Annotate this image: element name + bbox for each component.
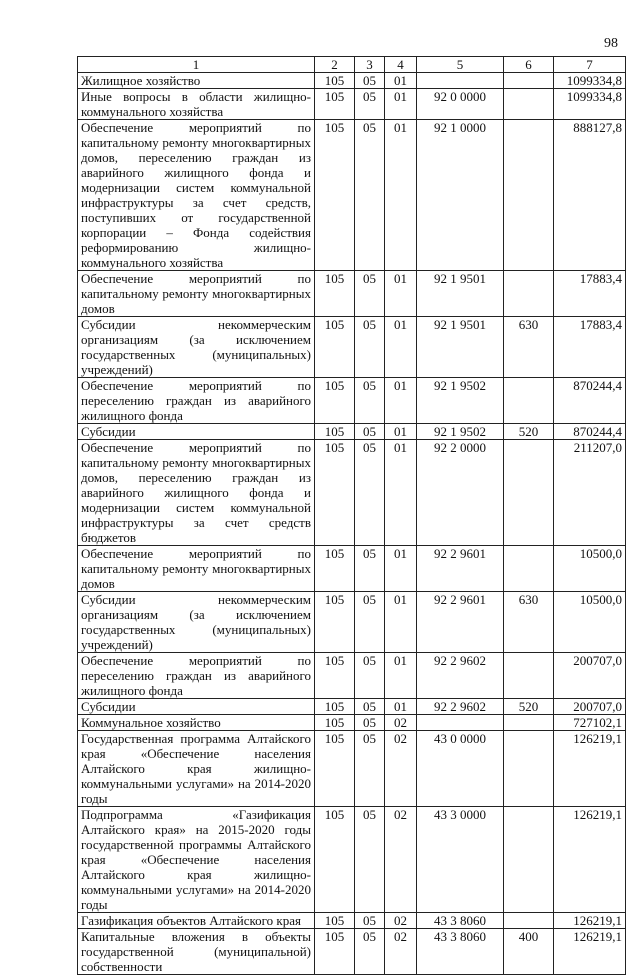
subsection-cell: 01 — [385, 653, 417, 699]
amount-cell: 870244,4 — [554, 424, 626, 440]
table-row — [78, 120, 626, 271]
table-row — [78, 424, 626, 440]
target-article-cell: 92 2 9602 — [417, 653, 504, 699]
section-cell: 05 — [355, 653, 385, 699]
section-cell: 05 — [355, 378, 385, 424]
table-row — [78, 929, 626, 975]
expense-type-cell — [504, 73, 554, 89]
section-cell: 05 — [355, 271, 385, 317]
target-article-cell: 92 1 9502 — [417, 424, 504, 440]
row-name-cell: Иные вопросы в области жилищно-коммунального хозяйства — [78, 89, 315, 120]
expense-type-cell: 630 — [504, 317, 554, 378]
amount-cell: 1099334,8 — [554, 89, 626, 120]
row-name-cell: Коммунальное хозяйство — [78, 715, 315, 731]
subsection-cell: 01 — [385, 89, 417, 120]
admin-code-cell: 105 — [315, 424, 355, 440]
expense-type-cell — [504, 271, 554, 317]
subsection-cell: 02 — [385, 731, 417, 807]
subsection-cell: 01 — [385, 592, 417, 653]
table-row — [78, 317, 626, 378]
admin-code-cell: 105 — [315, 592, 355, 653]
expense-type-cell — [504, 807, 554, 913]
row-name-cell: Жилищное хозяйство — [78, 73, 315, 89]
expense-type-cell: 630 — [504, 592, 554, 653]
target-article-cell: 92 2 0000 — [417, 440, 504, 546]
admin-code-cell: 105 — [315, 929, 355, 975]
target-article-cell: 92 1 9501 — [417, 317, 504, 378]
admin-code-cell: 105 — [315, 913, 355, 929]
column-header: 5 — [417, 57, 504, 73]
expense-type-cell — [504, 120, 554, 271]
subsection-cell: 02 — [385, 913, 417, 929]
column-header: 3 — [355, 57, 385, 73]
subsection-cell: 01 — [385, 546, 417, 592]
column-header: 6 — [504, 57, 554, 73]
row-name-cell: Обеспечение мероприятий по капитальному ремонту многоквартирных домов — [78, 546, 315, 592]
section-cell: 05 — [355, 699, 385, 715]
target-article-cell: 92 2 9601 — [417, 546, 504, 592]
admin-code-cell: 105 — [315, 440, 355, 546]
amount-cell: 200707,0 — [554, 699, 626, 715]
expense-type-cell: 520 — [504, 699, 554, 715]
admin-code-cell: 105 — [315, 653, 355, 699]
admin-code-cell: 105 — [315, 715, 355, 731]
target-article-cell: 43 3 8060 — [417, 929, 504, 975]
subsection-cell: 01 — [385, 120, 417, 271]
column-header: 1 — [78, 57, 315, 73]
row-name-cell: Капитальные вложения в объекты государственной (муниципальной) собственности — [78, 929, 315, 975]
page-number: 98 — [604, 36, 618, 51]
amount-cell: 10500,0 — [554, 592, 626, 653]
table-row — [78, 699, 626, 715]
expense-type-cell — [504, 731, 554, 807]
expense-type-cell — [504, 89, 554, 120]
row-name-cell: Субсидии — [78, 699, 315, 715]
column-header: 7 — [554, 57, 626, 73]
amount-cell: 1099334,8 — [554, 73, 626, 89]
row-name-cell: Государственная программа Алтайского края «Обеспечение населения Алтайского края жилищно-коммунальными услугами» на 2014-2020 годы — [78, 731, 315, 807]
table-row — [78, 378, 626, 424]
row-name-cell: Субсидии — [78, 424, 315, 440]
row-name-cell: Подпрограмма «Газификация Алтайского края» на 2015-2020 годы государственной программы Алтайского края «Обеспечение населения Алтайского края жилищно-коммунальными услугами» на 2014-2020 годы — [78, 807, 315, 913]
amount-cell: 888127,8 — [554, 120, 626, 271]
table-row — [78, 715, 626, 731]
admin-code-cell: 105 — [315, 120, 355, 271]
admin-code-cell: 105 — [315, 699, 355, 715]
subsection-cell: 01 — [385, 73, 417, 89]
table-row — [78, 913, 626, 929]
table-header-row — [78, 57, 626, 73]
amount-cell: 200707,0 — [554, 653, 626, 699]
amount-cell: 10500,0 — [554, 546, 626, 592]
amount-cell: 870244,4 — [554, 378, 626, 424]
target-article-cell: 92 1 9501 — [417, 271, 504, 317]
row-name-cell: Субсидии некоммерческим организациям (за исключением государственных (муниципальных) учреждений) — [78, 592, 315, 653]
admin-code-cell: 105 — [315, 546, 355, 592]
amount-cell: 126219,1 — [554, 731, 626, 807]
expense-type-cell — [504, 913, 554, 929]
expense-type-cell — [504, 546, 554, 592]
expense-type-cell — [504, 378, 554, 424]
admin-code-cell: 105 — [315, 378, 355, 424]
amount-cell: 17883,4 — [554, 317, 626, 378]
table-row — [78, 592, 626, 653]
admin-code-cell: 105 — [315, 73, 355, 89]
admin-code-cell: 105 — [315, 807, 355, 913]
amount-cell: 211207,0 — [554, 440, 626, 546]
subsection-cell: 01 — [385, 271, 417, 317]
section-cell: 05 — [355, 120, 385, 271]
expense-type-cell — [504, 653, 554, 699]
amount-cell: 727102,1 — [554, 715, 626, 731]
subsection-cell: 02 — [385, 929, 417, 975]
subsection-cell: 01 — [385, 378, 417, 424]
table-row — [78, 271, 626, 317]
target-article-cell: 92 1 0000 — [417, 120, 504, 271]
column-header: 2 — [315, 57, 355, 73]
table-row — [78, 73, 626, 89]
row-name-cell: Субсидии некоммерческим организациям (за исключением государственных (муниципальных) учреждений) — [78, 317, 315, 378]
target-article-cell: 92 0 0000 — [417, 89, 504, 120]
row-name-cell: Обеспечение мероприятий по капитальному ремонту многоквартирных домов — [78, 271, 315, 317]
expense-type-cell — [504, 715, 554, 731]
row-name-cell: Обеспечение мероприятий по переселению граждан из аварийного жилищного фонда — [78, 653, 315, 699]
target-article-cell — [417, 715, 504, 731]
section-cell: 05 — [355, 715, 385, 731]
target-article-cell — [417, 73, 504, 89]
subsection-cell: 01 — [385, 699, 417, 715]
section-cell: 05 — [355, 73, 385, 89]
table-row — [78, 653, 626, 699]
subsection-cell: 01 — [385, 424, 417, 440]
expense-type-cell: 400 — [504, 929, 554, 975]
admin-code-cell: 105 — [315, 271, 355, 317]
section-cell: 05 — [355, 807, 385, 913]
admin-code-cell: 105 — [315, 89, 355, 120]
section-cell: 05 — [355, 89, 385, 120]
subsection-cell: 01 — [385, 440, 417, 546]
section-cell: 05 — [355, 731, 385, 807]
amount-cell: 17883,4 — [554, 271, 626, 317]
subsection-cell: 02 — [385, 807, 417, 913]
admin-code-cell: 105 — [315, 317, 355, 378]
table-row — [78, 731, 626, 807]
subsection-cell: 01 — [385, 317, 417, 378]
amount-cell: 126219,1 — [554, 913, 626, 929]
table-row — [78, 440, 626, 546]
section-cell: 05 — [355, 424, 385, 440]
expense-type-cell: 520 — [504, 424, 554, 440]
target-article-cell: 43 3 0000 — [417, 807, 504, 913]
target-article-cell: 43 3 8060 — [417, 913, 504, 929]
target-article-cell: 92 2 9602 — [417, 699, 504, 715]
section-cell: 05 — [355, 913, 385, 929]
budget-table — [77, 56, 626, 975]
row-name-cell: Обеспечение мероприятий по капитальному ремонту многоквартирных домов, переселению граждан из аварийного жилищного фонда и модернизации систем коммунальной инфраструктуры за счет средств, поступивших от государственной корпорации – Фонда содействия реформированию жилищно-коммунального хозяйства — [78, 120, 315, 271]
target-article-cell: 92 1 9502 — [417, 378, 504, 424]
row-name-cell: Газификация объектов Алтайского края — [78, 913, 315, 929]
section-cell: 05 — [355, 929, 385, 975]
table-row — [78, 807, 626, 913]
row-name-cell: Обеспечение мероприятий по переселению граждан из аварийного жилищного фонда — [78, 378, 315, 424]
section-cell: 05 — [355, 592, 385, 653]
admin-code-cell: 105 — [315, 731, 355, 807]
table-row — [78, 546, 626, 592]
section-cell: 05 — [355, 546, 385, 592]
target-article-cell: 43 0 0000 — [417, 731, 504, 807]
column-header: 4 — [385, 57, 417, 73]
section-cell: 05 — [355, 317, 385, 378]
expense-type-cell — [504, 440, 554, 546]
amount-cell: 126219,1 — [554, 807, 626, 913]
table-row — [78, 89, 626, 120]
section-cell: 05 — [355, 440, 385, 546]
subsection-cell: 02 — [385, 715, 417, 731]
row-name-cell: Обеспечение мероприятий по капитальному ремонту многоквартирных домов, переселению граждан из аварийного жилищного фонда и модернизации систем коммунальной инфраструктуры за счет средств бюджетов — [78, 440, 315, 546]
amount-cell: 126219,1 — [554, 929, 626, 975]
target-article-cell: 92 2 9601 — [417, 592, 504, 653]
